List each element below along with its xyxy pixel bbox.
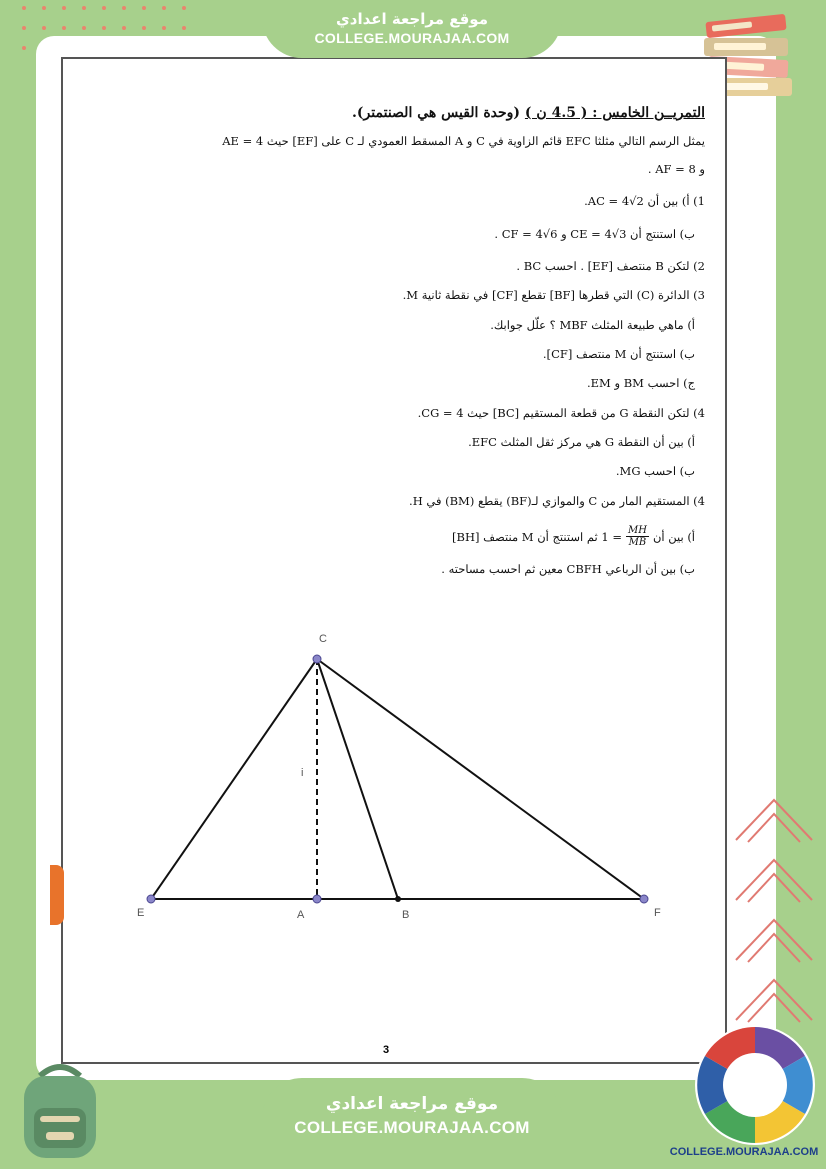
label-a: A <box>297 909 305 921</box>
question-1b: ب) استنتج أن CE = 4√3 و CF = 4√6 . <box>494 227 695 241</box>
exercise-title-note: (وحدة القيس هي الصنتمتر). <box>352 105 521 121</box>
question-5b: ب) بين أن الرباعي CBFH معين ثم احسب مساحته . <box>441 562 695 576</box>
label-b: B <box>402 909 410 921</box>
logo-caption: COLLEGE.MOURAJAA.COM <box>669 1146 819 1158</box>
label-e: E <box>137 907 145 919</box>
point-f <box>640 895 648 903</box>
question-3b: ب) استنتج أن M منتصف [CF]. <box>542 347 695 361</box>
label-i: i <box>301 767 304 779</box>
exercise-title-text: التمريــن الخامس : ( 4.5 ن ) <box>524 105 705 121</box>
header-banner[interactable] <box>262 0 562 58</box>
backpack-icon <box>10 1058 110 1163</box>
intro-line-2: و AF = 8 . <box>647 162 705 176</box>
label-c: C <box>319 633 327 645</box>
segment-ec <box>151 659 317 899</box>
segment-cb <box>317 659 398 899</box>
point-e <box>147 895 155 903</box>
fraction-mh-mb <box>626 525 649 548</box>
footer-banner[interactable] <box>262 1078 562 1169</box>
segment-cf <box>317 659 644 899</box>
side-tab <box>50 865 64 925</box>
question-5a-pre: أ) بين أن <box>652 529 695 544</box>
question-1a: 1) أ) بين أن AC = 4√2. <box>584 194 705 208</box>
question-2: 2) لتكن B منتصف [EF] . احسب BC . <box>516 259 705 273</box>
question-4: 4) لتكن النقطة G من قطعة المستقيم [BC] حيث CG = 4. <box>417 406 705 420</box>
chevron-decoration-icon <box>728 790 820 1050</box>
intro-line-1: يمثل الرسم التالي مثلثا EFC قائم الزاوية في C و A المسقط العمودي لـ C على [EF] حيث AE = 4 <box>222 134 705 148</box>
question-5a <box>452 525 695 548</box>
question-3a: أ) ماهي طبيعة المثلث MBF ؟ علّل جوابك. <box>490 318 695 332</box>
question-5: 4) المستقيم المار من C والموازي لـ(BF) يقطع (BM) في H. <box>409 494 705 508</box>
label-f: F <box>654 907 661 919</box>
question-4a: أ) بين أن النقطة G هي مركز ثقل المثلث EFC. <box>468 435 695 449</box>
footer-site-url[interactable]: COLLEGE.MOURAJAA.COM <box>294 1118 530 1137</box>
question-4b: ب) احسب MG. <box>615 464 695 478</box>
exercise-text <box>63 59 725 659</box>
footer-site-name: موقع مراجعة اعدادي <box>325 1094 499 1114</box>
question-5a-post: = 1 ثم استنتج أن M منتصف [BH] <box>452 529 622 544</box>
site-logo-icon[interactable] <box>694 1024 816 1146</box>
question-3c: ج) احسب BM و EM. <box>586 376 695 390</box>
point-c <box>313 655 321 663</box>
fraction-numerator: MH <box>627 525 647 536</box>
header-site-name: موقع مراجعة اعدادي <box>336 10 488 28</box>
header-site-url[interactable]: COLLEGE.MOURAJAA.COM <box>314 30 510 46</box>
point-b <box>395 896 401 902</box>
page-number: 3 <box>383 1044 390 1056</box>
exercise-title <box>352 105 705 121</box>
triangle-figure <box>61 620 723 940</box>
question-3: 3) الدائرة (C) التي قطرها [BF] تقطع [CF] في نقطة ثانية M. <box>402 288 705 302</box>
fraction-denominator: MB <box>628 537 647 548</box>
point-a <box>313 895 321 903</box>
